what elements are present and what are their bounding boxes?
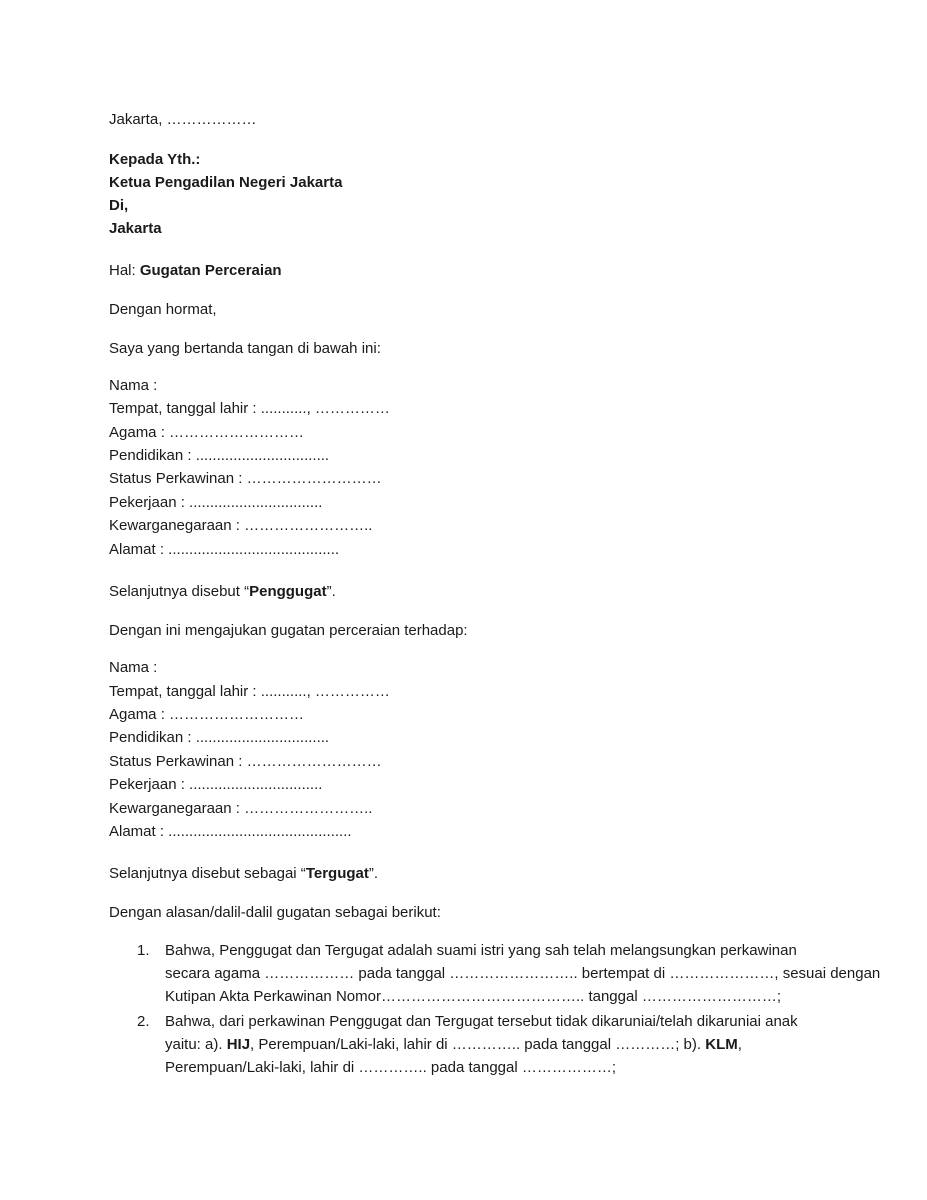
- reasons-intro: Dengan alasan/dalil-dalil gugatan sebagai berikut:: [109, 904, 441, 921]
- plaintiff-field: Nama :: [109, 377, 158, 394]
- reason-line: Bahwa, dari perkawinan Penggugat dan Tergugat tersebut tidak dikaruniai/telah dikaruniai anak: [165, 1013, 798, 1030]
- defendant-field: Pekerjaan : ................................: [109, 776, 323, 793]
- plaintiff-field: Status Perkawinan : ………………………: [109, 470, 382, 487]
- defendant-field: Kewarganegaraan : ……………………..: [109, 800, 373, 817]
- defendant-reference: Selanjutnya disebut sebagai “Tergugat”.: [109, 865, 379, 882]
- plaintiff-field: Alamat : .........................................: [109, 541, 340, 558]
- reason-number: 1.: [137, 942, 150, 959]
- reason-line: yaitu: a). HIJ, Perempuan/Laki-laki, lahir di ………….. pada tanggal …………; b). KLM,: [165, 1036, 742, 1053]
- plaintiff-field: Pendidikan : ................................: [109, 447, 330, 464]
- place-date: Jakarta, ………………: [109, 111, 257, 128]
- address-to: Kepada Yth.:: [109, 151, 201, 168]
- reason-number: 2.: [137, 1013, 150, 1030]
- reason-line: Perempuan/Laki-laki, lahir di ………….. pada tanggal ………………;: [165, 1059, 617, 1076]
- defendant-field: Agama : ………………………: [109, 706, 305, 723]
- defendant-field: Status Perkawinan : ………………………: [109, 753, 382, 770]
- address-recipient: Ketua Pengadilan Negeri Jakarta: [109, 174, 343, 191]
- address-at: Di,: [109, 197, 129, 214]
- plaintiff-field: Agama : ………………………: [109, 424, 305, 441]
- plaintiff-reference: Selanjutnya disebut “Penggugat”.: [109, 583, 336, 600]
- plaintiff-field: Tempat, tanggal lahir : ..........., ……………: [109, 400, 390, 417]
- plaintiff-field: Kewarganegaraan : ……………………..: [109, 517, 373, 534]
- defendant-field: Tempat, tanggal lahir : ..........., ……………: [109, 683, 390, 700]
- defendant-field: Alamat : ............................................: [109, 823, 352, 840]
- intro-text: Saya yang bertanda tangan di bawah ini:: [109, 340, 381, 357]
- reason-line: Kutipan Akta Perkawinan Nomor………………………………….. tanggal ………………………;: [165, 988, 781, 1005]
- defendant-field: Pendidikan : ................................: [109, 729, 330, 746]
- subject-line: Hal: Gugatan Perceraian: [109, 262, 282, 279]
- reason-line: Bahwa, Penggugat dan Tergugat adalah suami istri yang sah telah melangsungkan perkawinan: [165, 942, 797, 959]
- address-city: Jakarta: [109, 220, 162, 237]
- reason-line: secara agama ……………… pada tanggal …………………….. bertempat di …………………, sesuai dengan: [165, 965, 881, 982]
- defendant-field: Nama :: [109, 659, 158, 676]
- plaintiff-field: Pekerjaan : ................................: [109, 494, 323, 511]
- salutation: Dengan hormat,: [109, 301, 217, 318]
- against-text: Dengan ini mengajukan gugatan perceraian terhadap:: [109, 622, 468, 639]
